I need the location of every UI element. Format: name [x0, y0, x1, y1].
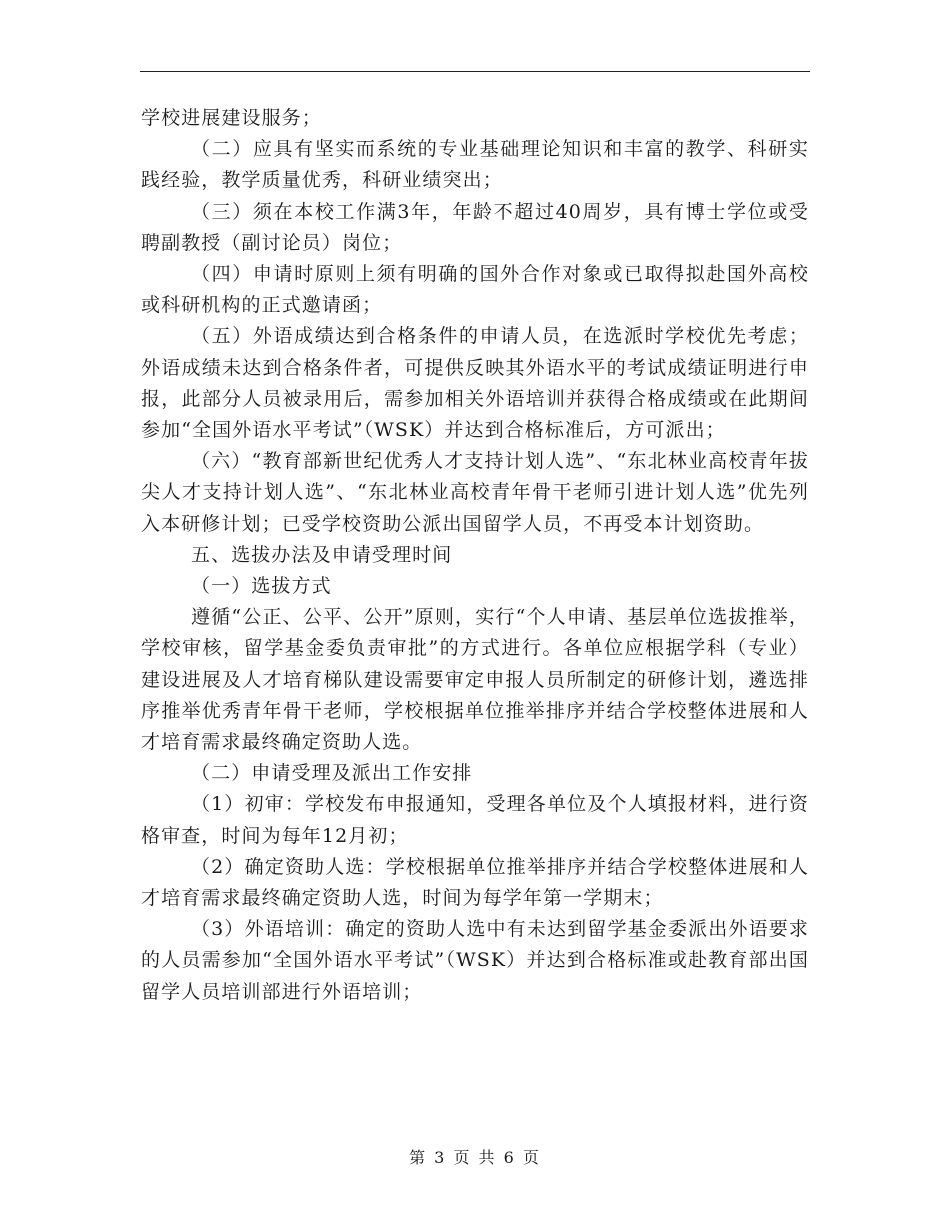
header-rule	[140, 71, 810, 72]
paragraph: （三）须在本校工作满3年，年龄不超过40周岁，具有博士学位或受聘副教授（副讨论员）岗位；	[141, 200, 809, 254]
paragraph: （2）确定资助人选：学校根据单位推举排序并结合学校整体进展和人才培育需求最终确定资助人选，时间为每学年第一学期末；	[141, 855, 809, 910]
page-number: 第 3 页 共 6 页	[409, 1148, 541, 1167]
paragraph: （六）“教育部新世纪优秀人才支持计划人选”、“东北林业高校青年拔尖人才支持计划人选”、“东北林业高校青年骨干老师引进计划人选”优先列入本研修计划；已受学校资助公派出国留学人员，不再受本计划资助。	[141, 450, 809, 535]
paragraph: （五）外语成绩达到合格条件的申请人员，在选派时学校优先考虑；外语成绩未达到合格条件者，可提供反映其外语水平的考试成绩证明进行申报，此部分人员被录用后，需参加相关外语培训并获得合格成绩或在此期间参加“全国外语水平考试”（WSK）并达到合格标准后，方可派出；	[141, 325, 809, 442]
body-text	[141, 103, 809, 1008]
paragraph: （3）外语培训：确定的资助人选中有未达到留学基金委派出外语要求的人员需参加“全国外语水平考试”（WSK）并达到合格标准或赴教育部出国留学人员培训部进行外语培训；	[141, 918, 809, 1003]
subsection-heading: （二）申请受理及派出工作安排	[191, 762, 473, 785]
paragraph: （四）申请时原则上须有明确的国外合作对象或已取得拟赴国外高校或科研机构的正式邀请函；	[141, 263, 809, 317]
paragraph: 学校进展建设服务；	[141, 107, 322, 129]
subsection-heading: （一）选拔方式	[191, 575, 332, 598]
section-heading: 五、选拔办法及申请受理时间	[191, 543, 453, 566]
paragraph: （二）应具有坚实而系统的专业基础理论知识和丰富的教学、科研实践经验，教学质量优秀，科研业绩突出；	[141, 138, 809, 192]
paragraph: （1）初审：学校发布申报通知，受理各单位及个人填报材料，进行资格审查，时间为每年12月初；	[141, 793, 809, 847]
paragraph: 遵循“公正、公平、公开”原则，实行“个人申请、基层单位选拔推举，学校审核，留学基金委负责审批”的方式进行。各单位应根据学科（专业）建设进展及人才培育梯队建设需要审定申报人员所制定的研修计划，遴选排序推举优秀青年骨干老师，学校根据单位推举排序并结合学校整体进展和人才培育需求最终确定资助人选。	[141, 606, 809, 754]
